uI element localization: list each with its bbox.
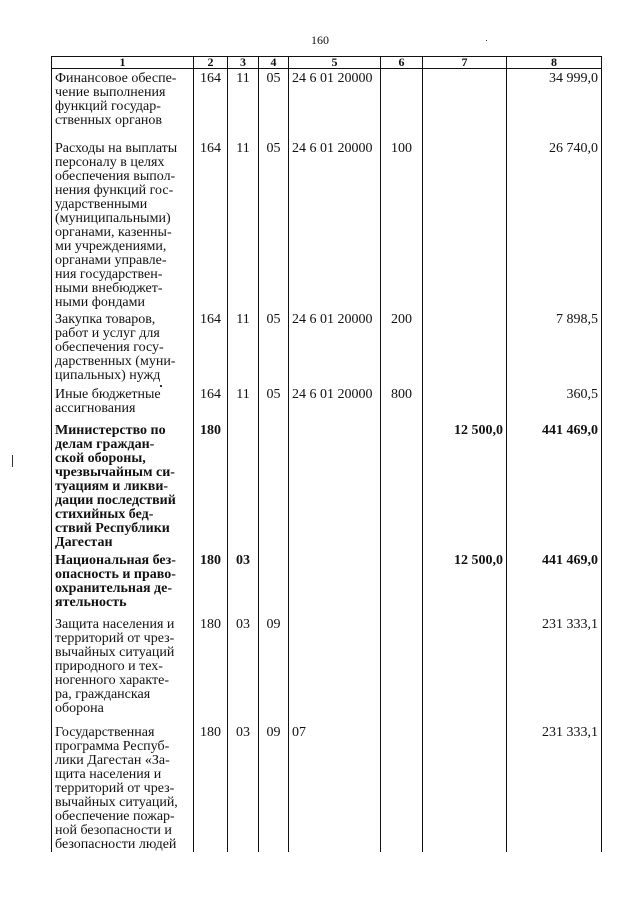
expense-type-code: 100: [381, 139, 423, 310]
amount-col-8: 231 333,1: [507, 723, 602, 852]
row-name-line: щита населения и: [55, 766, 162, 782]
row-name-line: вычайных ситуаций: [55, 644, 175, 660]
amount-col-7: 12 500,0: [423, 551, 507, 615]
row-name-line: органами управле-: [55, 252, 167, 268]
row-name-line: ногенного характе-: [55, 672, 169, 688]
table-row: [52, 310, 602, 385]
row-name-line: персоналу в целях: [55, 154, 165, 170]
section-code: 03: [228, 551, 259, 615]
subsection-code: 09: [259, 723, 289, 852]
amount-col-7: [423, 139, 507, 310]
row-name-line: ной безопасности и: [55, 822, 172, 838]
scan-speck: [486, 40, 487, 41]
target-article-code: 24 6 01 20000: [289, 385, 381, 421]
row-name-line: нения функций гос-: [55, 182, 174, 198]
table-row: [52, 551, 602, 615]
row-name-line: туациям и ликви-: [55, 478, 169, 494]
row-name-line: программа Респуб-: [55, 738, 170, 754]
row-name-line: ской обороны,: [55, 450, 146, 466]
row-name-line: ными внебюджет-: [55, 280, 163, 296]
ministry-code: 164: [194, 385, 228, 421]
row-name-line: ассигнования: [55, 400, 136, 416]
table-row: [52, 385, 602, 421]
row-name-line: опасность и право-: [55, 566, 176, 582]
amount-col-8: 34 999,0: [507, 69, 602, 139]
table-row: [52, 615, 602, 723]
row-name-line: ципальных) нужд: [55, 367, 161, 383]
amount-col-7: [423, 723, 507, 852]
amount-col-8: 441 469,0: [507, 551, 602, 615]
section-code: 11: [228, 310, 259, 385]
row-name-line: Защита населения и: [55, 616, 175, 632]
row-name: [52, 385, 194, 421]
section-code: 11: [228, 385, 259, 421]
row-name-line: Министерство по: [55, 422, 166, 438]
expense-type-code: [381, 551, 423, 615]
row-name-line: Расходы на выплаты: [55, 140, 178, 156]
header-col-3: 3: [228, 57, 259, 69]
amount-col-7: [423, 615, 507, 723]
ministry-code: 180: [194, 421, 228, 551]
expense-type-code: 800: [381, 385, 423, 421]
row-name-line: работ и услуг для: [55, 325, 160, 341]
ministry-code: 164: [194, 310, 228, 385]
budget-table: [51, 56, 602, 852]
section-code: 11: [228, 69, 259, 139]
expense-type-code: [381, 723, 423, 852]
ministry-code: 180: [194, 615, 228, 723]
row-name-line: функций государ-: [55, 99, 161, 114]
row-name-line: обеспечение пожар-: [55, 808, 175, 824]
header-row: [52, 57, 602, 69]
header-col-7: 7: [423, 57, 507, 69]
row-name: [52, 139, 194, 310]
target-article-code: 24 6 01 20000: [289, 69, 381, 139]
subsection-code: 09: [259, 615, 289, 723]
row-name-line: Финансовое обеспе-: [55, 71, 177, 86]
section-code: 03: [228, 723, 259, 852]
row-name-line: вычайных ситуаций,: [55, 794, 178, 810]
scan-speck: [160, 385, 162, 387]
section-code: 11: [228, 139, 259, 310]
target-article-code: [289, 421, 381, 551]
expense-type-code: [381, 615, 423, 723]
header-col-1: 1: [52, 57, 194, 69]
ministry-code: 180: [194, 723, 228, 852]
ministry-code: 180: [194, 551, 228, 615]
amount-col-8: 441 469,0: [507, 421, 602, 551]
amount-col-8: 7 898,5: [507, 310, 602, 385]
row-name-line: Национальная без-: [55, 552, 176, 568]
amount-col-8: 231 333,1: [507, 615, 602, 723]
row-name: [52, 69, 194, 139]
row-name-line: оборона: [55, 700, 104, 716]
header-col-4: 4: [259, 57, 289, 69]
header-col-5: 5: [289, 57, 381, 69]
subsection-code: 05: [259, 69, 289, 139]
row-name-line: Дагестан: [55, 534, 113, 550]
row-name-line: безопасности людей: [55, 836, 177, 852]
row-name-line: дации последствий: [55, 492, 176, 508]
amount-col-8: 360,5: [507, 385, 602, 421]
row-name-line: территорий от чрез-: [55, 780, 175, 796]
row-name-line: органами, казенны-: [55, 224, 172, 240]
amount-col-7: [423, 385, 507, 421]
target-article-code: 24 6 01 20000: [289, 310, 381, 385]
expense-type-code: [381, 421, 423, 551]
expense-type-code: 200: [381, 310, 423, 385]
row-name-line: делам граждан-: [55, 436, 155, 452]
row-name-line: обеспечения госу-: [55, 339, 164, 355]
section-code: 03: [228, 615, 259, 723]
row-name: [52, 310, 194, 385]
target-article-code: 07: [289, 723, 381, 852]
subsection-code: 05: [259, 310, 289, 385]
row-name-line: обеспечения выпол-: [55, 168, 176, 184]
row-name-line: ствий Республики: [55, 520, 170, 536]
row-name-line: охранительная де-: [55, 580, 173, 596]
row-name: [52, 723, 194, 852]
row-name-line: ственных органов: [55, 113, 163, 128]
row-name-line: Закупка товаров,: [55, 311, 156, 327]
row-name-line: ния государствен-: [55, 266, 163, 282]
header-col-2: 2: [194, 57, 228, 69]
section-code: [228, 421, 259, 551]
row-name-line: Иные бюджетные: [55, 386, 161, 402]
row-name-line: территорий от чрез-: [55, 630, 175, 646]
row-name-line: природного и тех-: [55, 658, 163, 674]
ministry-code: 164: [194, 69, 228, 139]
target-article-code: [289, 615, 381, 723]
ministry-code: 164: [194, 139, 228, 310]
amount-col-7: [423, 310, 507, 385]
header-col-8: 8: [507, 57, 602, 69]
subsection-code: [259, 421, 289, 551]
target-article-code: [289, 551, 381, 615]
row-name-line: чрезвычайным си-: [55, 464, 175, 480]
amount-col-8: 26 740,0: [507, 139, 602, 310]
scan-speck: [12, 455, 13, 467]
amount-col-7: [423, 69, 507, 139]
subsection-code: [259, 551, 289, 615]
row-name-line: ра, гражданская: [55, 686, 151, 702]
subsection-code: 05: [259, 139, 289, 310]
row-name-line: лики Дагестан «За-: [55, 752, 170, 768]
table-row: [52, 723, 602, 852]
row-name-line: ударственными: [55, 196, 148, 212]
row-name-line: ятельность: [55, 594, 127, 610]
row-name-line: (муниципальными): [55, 210, 171, 226]
row-name-line: Государственная: [55, 724, 155, 740]
target-article-code: 24 6 01 20000: [289, 139, 381, 310]
row-name: [52, 421, 194, 551]
row-name-line: ми учреждениями,: [55, 238, 167, 254]
row-name-line: дарственных (муни-: [55, 353, 176, 369]
row-name: [52, 551, 194, 615]
table-row: [52, 69, 602, 139]
subsection-code: 05: [259, 385, 289, 421]
expense-type-code: [381, 69, 423, 139]
header-col-6: 6: [381, 57, 423, 69]
row-name-line: стихийных бед-: [55, 506, 154, 522]
table-row: [52, 139, 602, 310]
row-name-line: ными фондами: [55, 294, 146, 310]
page-number: 160: [311, 33, 329, 47]
table-row: [52, 421, 602, 551]
row-name: [52, 615, 194, 723]
amount-col-7: 12 500,0: [423, 421, 507, 551]
row-name-line: чение выполнения: [55, 85, 166, 100]
